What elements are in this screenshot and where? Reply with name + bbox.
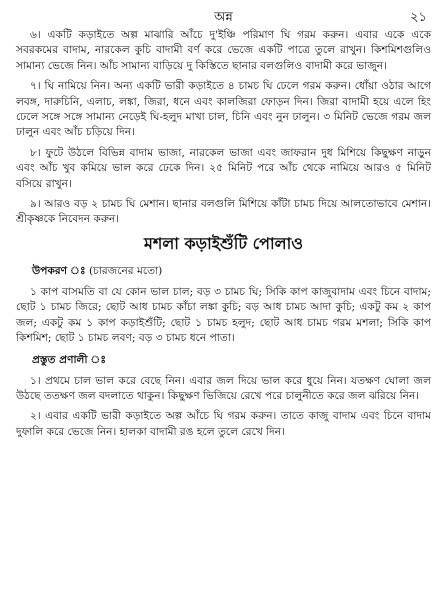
step-paragraph: ৬। একটি কড়াইতে অল্প মাঝারি আঁচে দু'ইঞ্চি পরিমাণ ঘি গরম করুন। এবার একে একে সবরকমের বাদাম, নারকেল কুচি বাদামী বর্ণ করে ভেজে একটি পাত্রে তুলে রাখুন। কিশমিশগুলিও সামান্য ভেজে নিন। আঁচ সামান্য বাড়িয়ে দু কিস্তিতে ছানার বলগুলিও বাদামী করে ভাজুন।	[16, 29, 431, 72]
ingredients-label: উপকরণ ঃ	[32, 264, 86, 277]
page-number: ২১	[410, 10, 427, 25]
method-heading: প্রস্তুত প্রণালী ঃ	[32, 353, 106, 366]
page-header	[16, 8, 431, 28]
ingredients-heading	[32, 264, 431, 279]
step-paragraph: ৮। ফুটে উঠলে বিভিন্ন বাদাম ভাজা, নারকেল ভাজা এবং জাফরান দুধ মিশিয়ে কিছুক্ষণ নাড়ুন এবং আঁচ খুব কমিয়ে ভাল করে ঢেকে দিন। ২৫ মিনিট পরে আঁচ থেকে নামিয়ে আরও ৫ মিনিট বসিয়ে রাখুন।	[16, 146, 431, 190]
step-paragraph: ৯। আরও বড় ২ চামচ ঘি মেশান। ছানার বলগুলি মিশিয়ে কাঁটা চামচ দিয়ে আলতোভাবে মেশান। শ্রীকৃষ্ণকে নিবেদন করুন।	[16, 198, 431, 226]
serving-note: (চারজনের মতো)	[88, 264, 163, 277]
running-title: অন্ন	[214, 10, 233, 25]
method-step: ২। এবার একটি ভারী কড়াইতে অল্প আঁচে ঘি গরম করুন। তাতে কাজু বাদাম এবং চিনে বাদাম দুফালি করে ভেজে নিন। হালকা বাদামী রঙ হলে তুলে রেখে দিন।	[16, 410, 431, 438]
method-step: ১। প্রথমে চাল ভাল করে বেছে নিন। এবার জল দিয়ে ভাল করে ধুয়ে নিন। যতক্ষণ ঘোলা জল উঠছে ততক্ষণ জল বদলাতে থাকুন। কিছুক্ষণ ভিজিয়ে রেখে পরে চালুনীতে করে জল ঝরিয়ে নিন।	[16, 374, 431, 402]
ingredients-list: ১ কাপ বাসমতি বা যে কোন ভাল চাল; বড় ৩ চামচ ঘি; সিকি কাপ কাজুবাদাম এবং চিনে বাদাম; ছোট ১ চামচ জিরে; ছোট আধ চামচ কাঁচা লঙ্কা কুচি; বড় আধ চামচ আদা কুচি; একটু কম ২ কাপ জল; একটু কম ১ কাপ কড়াইশুঁটি; ছোট ১ চামচ হলুদ; ছোট আধ চামচ গরম মশলা; সিকি কাপ কিশমিশ; ছোট ১ চামচ লবণ; বড় ৩ চামচ ধনে পাতা।	[16, 285, 431, 345]
step-paragraph: ৭। ঘি নামিয়ে নিন। অন্য একটি ভারী কড়াইতে ৪ চামচ ঘি ঢেলে গরম করুন। ধোঁয়া ওঠার আগে লবঙ্গ, দারুচিনি, এলাচ, লঙ্কা, জিরা, ধনে এবং কালজিরা ফোড়ন দিন। জিরা বাদামী হয়ে এলে হিং ঢেলে সঙ্গে সঙ্গে সামান্য নেড়েই ঘি-হলুদ মাখা চাল, চিনি এবং নুন ঢালুন। ৩ মিনিট ভেজে গরম জল ঢালুন এবং আঁচ চড়িয়ে দিন।	[16, 80, 431, 139]
section-title: মশলা কড়াইশুঁটি পোলাও	[143, 233, 304, 253]
